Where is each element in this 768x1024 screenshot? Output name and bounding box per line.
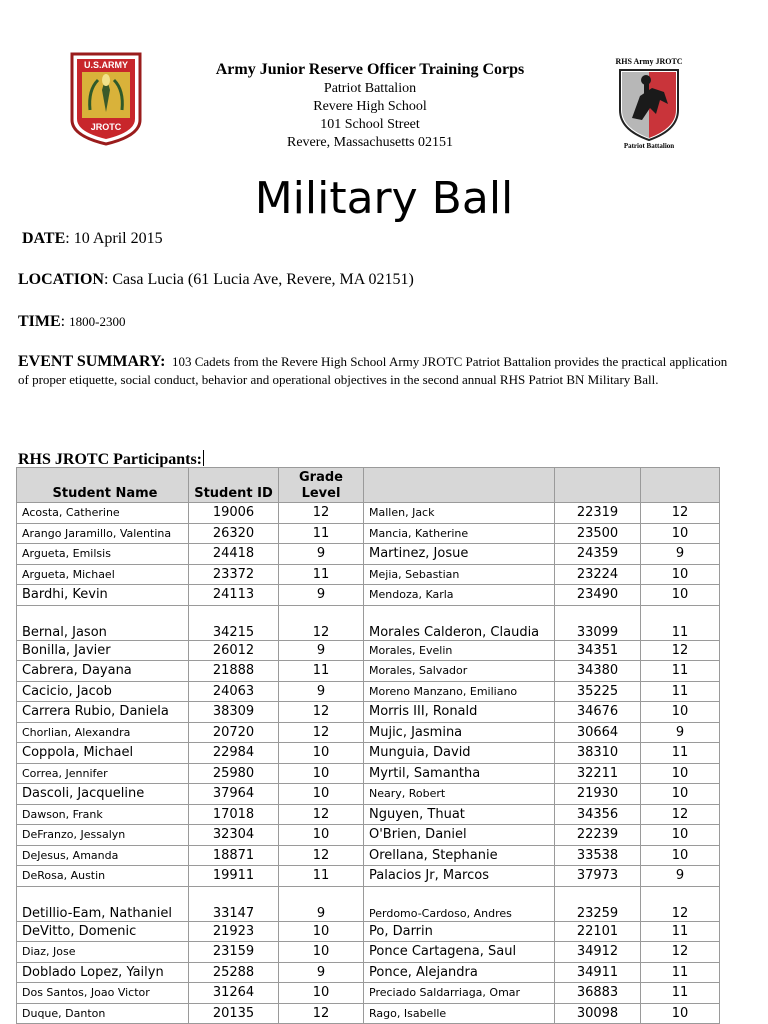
header-blank-grade	[641, 468, 720, 503]
student-name: Argueta, Emilsis	[17, 544, 189, 565]
grade-level: 12	[641, 886, 720, 921]
grade-level: 10	[641, 784, 720, 805]
student-id: 24113	[189, 585, 279, 606]
city-address: Revere, Massachusetts 02151	[286, 135, 454, 150]
table-row	[17, 921, 720, 942]
grade-level: 12	[279, 503, 364, 524]
table-row	[17, 983, 720, 1004]
grade-level: 9	[279, 962, 364, 983]
participants-title-text: RHS JROTC Participants:	[18, 451, 202, 468]
student-name: Morris III, Ronald	[364, 702, 555, 723]
student-name: DeJesus, Amanda	[17, 845, 189, 866]
organization-name: Army Junior Reserve Officer Training Corps	[215, 61, 525, 78]
grade-level: 12	[279, 702, 364, 723]
student-id: 36883	[555, 983, 641, 1004]
student-name: Po, Darrin	[364, 921, 555, 942]
student-name: Correa, Jennifer	[17, 763, 189, 784]
student-id: 19911	[189, 866, 279, 887]
grade-level: 12	[279, 605, 364, 640]
student-id: 23259	[555, 886, 641, 921]
student-id: 30098	[555, 1003, 641, 1024]
student-id: 22984	[189, 743, 279, 764]
summary-text: 103 Cadets from the Revere High School Army JROTC Patriot Battalion provides the practical application of proper etiquette, social conduct, behavior and operational objectives in the second annual RHS Patriot BN Military Ball.	[18, 354, 728, 387]
student-id: 34912	[555, 942, 641, 963]
student-id: 33147	[189, 886, 279, 921]
grade-level: 11	[279, 866, 364, 887]
student-id: 35225	[555, 681, 641, 702]
header-student-id: Student ID	[189, 468, 279, 503]
header-grade-level: Grade Level	[279, 468, 364, 503]
grade-level: 10	[279, 942, 364, 963]
student-name: DeRosa, Austin	[17, 866, 189, 887]
grade-level: 9	[641, 866, 720, 887]
table-row	[17, 523, 720, 544]
text-cursor	[203, 450, 204, 466]
grade-level: 12	[641, 804, 720, 825]
table-header-row	[17, 468, 720, 503]
grade-level: 11	[279, 523, 364, 544]
student-id: 21888	[189, 661, 279, 682]
table-row	[17, 942, 720, 963]
student-id: 23224	[555, 564, 641, 585]
grade-level: 9	[641, 544, 720, 565]
grade-level: 12	[279, 804, 364, 825]
grade-level: 10	[279, 743, 364, 764]
student-id: 37973	[555, 866, 641, 887]
student-name: Cacicio, Jacob	[17, 681, 189, 702]
student-name: Mallen, Jack	[364, 503, 555, 524]
grade-level: 11	[641, 743, 720, 764]
grade-level: 12	[641, 640, 720, 661]
summary-label: EVENT SUMMARY	[18, 353, 161, 370]
table-row	[17, 962, 720, 983]
student-name: Rago, Isabelle	[364, 1003, 555, 1024]
student-id: 34215	[189, 605, 279, 640]
table-row	[17, 722, 720, 743]
grade-level: 10	[641, 1003, 720, 1024]
student-id: 33538	[555, 845, 641, 866]
student-name: Argueta, Michael	[17, 564, 189, 585]
left-logo-top-text: U.S.ARMY	[83, 60, 129, 70]
student-id: 32211	[555, 763, 641, 784]
grade-level: 10	[641, 845, 720, 866]
table-row	[17, 503, 720, 524]
grade-level: 12	[279, 845, 364, 866]
rhs-patriot-battalion-logo	[610, 48, 688, 150]
table-row	[17, 845, 720, 866]
grade-level: 11	[641, 962, 720, 983]
table-row	[17, 763, 720, 784]
student-name: Doblado Lopez, Yailyn	[17, 962, 189, 983]
student-name: DeFranzo, Jessalyn	[17, 825, 189, 846]
student-id: 22101	[555, 921, 641, 942]
school-name: Revere High School	[313, 99, 427, 114]
date-line	[22, 230, 163, 248]
student-id: 24418	[189, 544, 279, 565]
table-row	[17, 1003, 720, 1024]
student-name: Dascoli, Jacqueline	[17, 784, 189, 805]
student-name: Arango Jaramillo, Valentina	[17, 523, 189, 544]
student-id: 21923	[189, 921, 279, 942]
student-id: 26320	[189, 523, 279, 544]
student-id: 24063	[189, 681, 279, 702]
grade-level: 10	[641, 585, 720, 606]
student-name: Myrtil, Samantha	[364, 763, 555, 784]
student-name: Morales, Salvador	[364, 661, 555, 682]
student-name: Chorlian, Alexandra	[17, 722, 189, 743]
letterhead	[180, 60, 560, 152]
grade-level: 10	[641, 523, 720, 544]
student-name: Preciado Saldarriaga, Omar	[364, 983, 555, 1004]
student-id: 23490	[555, 585, 641, 606]
student-id: 19006	[189, 503, 279, 524]
table-row	[17, 585, 720, 606]
table-row	[17, 886, 720, 921]
student-id: 22319	[555, 503, 641, 524]
right-logo-top-text: RHS Army JROTC	[615, 57, 683, 66]
event-summary: EVENT SUMMARY: 103 Cadets from the Revere High School Army JROTC Patriot Battalion provides the practical application of proper etiquette, social conduct, behavior and operational objectives in the second annual RHS Patriot BN Military Ball.	[18, 353, 728, 387]
grade-level: 9	[279, 544, 364, 565]
student-name: Munguia, David	[364, 743, 555, 764]
student-name: Morales Calderon, Claudia	[364, 605, 555, 640]
grade-level: 12	[279, 1003, 364, 1024]
table-row	[17, 702, 720, 723]
table-row	[17, 866, 720, 887]
student-id: 20135	[189, 1003, 279, 1024]
grade-level: 11	[641, 605, 720, 640]
grade-level: 11	[641, 661, 720, 682]
grade-level: 10	[279, 763, 364, 784]
student-id: 38310	[555, 743, 641, 764]
location-value: : Casa Lucia (61 Lucia Ave, Revere, MA 02151)	[103, 271, 414, 288]
grade-level: 11	[641, 983, 720, 1004]
time-line: TIME: 1800-2300	[18, 313, 126, 330]
left-logo-bottom-text: JROTC	[90, 122, 122, 132]
battalion-name: Patriot Battalion	[323, 81, 417, 96]
student-name: Cabrera, Dayana	[17, 661, 189, 682]
grade-level: 10	[641, 763, 720, 784]
table-row	[17, 681, 720, 702]
student-id: 34676	[555, 702, 641, 723]
student-name: Coppola, Michael	[17, 743, 189, 764]
student-name: Dos Santos, Joao Victor	[17, 983, 189, 1004]
grade-level: 10	[279, 983, 364, 1004]
time-value: 1800-2300	[69, 314, 126, 329]
us-army-jrotc-logo	[68, 50, 144, 146]
student-id: 33099	[555, 605, 641, 640]
grade-level: 9	[279, 681, 364, 702]
student-id: 31264	[189, 983, 279, 1004]
table-row	[17, 544, 720, 565]
street-address: 101 School Street	[320, 117, 420, 132]
table-row	[17, 640, 720, 661]
student-id: 23500	[555, 523, 641, 544]
student-name: Bardhi, Kevin	[17, 585, 189, 606]
student-id: 21930	[555, 784, 641, 805]
student-name: Nguyen, Thuat	[364, 804, 555, 825]
header-blank-id	[555, 468, 641, 503]
grade-level: 10	[279, 784, 364, 805]
grade-level: 10	[641, 702, 720, 723]
student-id: 18871	[189, 845, 279, 866]
student-id: 24359	[555, 544, 641, 565]
grade-level: 9	[279, 640, 364, 661]
student-id: 30664	[555, 722, 641, 743]
student-name: Mujic, Jasmina	[364, 722, 555, 743]
grade-level: 10	[279, 921, 364, 942]
student-id: 38309	[189, 702, 279, 723]
student-name: Carrera Rubio, Daniela	[17, 702, 189, 723]
student-name: DeVitto, Domenic	[17, 921, 189, 942]
time-label: TIME	[18, 313, 61, 330]
grade-level: 11	[641, 681, 720, 702]
student-name: Bonilla, Javier	[17, 640, 189, 661]
right-logo-bottom-text: Patriot Battalion	[623, 142, 675, 150]
student-name: Orellana, Stephanie	[364, 845, 555, 866]
student-id: 23159	[189, 942, 279, 963]
student-name: Moreno Manzano, Emiliano	[364, 681, 555, 702]
student-id: 34380	[555, 661, 641, 682]
table-row	[17, 564, 720, 585]
grade-level: 12	[641, 942, 720, 963]
student-name: Perdomo-Cardoso, Andres	[364, 886, 555, 921]
student-name: Morales, Evelin	[364, 640, 555, 661]
grade-level: 10	[641, 564, 720, 585]
student-id: 23372	[189, 564, 279, 585]
student-name: Mendoza, Karla	[364, 585, 555, 606]
student-id: 25980	[189, 763, 279, 784]
student-name: Bernal, Jason	[17, 605, 189, 640]
grade-level: 10	[279, 825, 364, 846]
table-row	[17, 661, 720, 682]
student-name: Neary, Robert	[364, 784, 555, 805]
student-name: Mancia, Katherine	[364, 523, 555, 544]
student-name: Martinez, Josue	[364, 544, 555, 565]
header-student-name: Student Name	[17, 468, 189, 503]
table-row	[17, 743, 720, 764]
page-title: Military Ball	[254, 173, 514, 224]
student-name: Mejia, Sebastian	[364, 564, 555, 585]
student-name: Dawson, Frank	[17, 804, 189, 825]
table-row	[17, 605, 720, 640]
student-name: Palacios Jr, Marcos	[364, 866, 555, 887]
student-name: Ponce, Alejandra	[364, 962, 555, 983]
grade-level: 11	[641, 921, 720, 942]
student-name: Detillio-Eam, Nathaniel	[17, 886, 189, 921]
student-name: Acosta, Catherine	[17, 503, 189, 524]
grade-level: 9	[279, 886, 364, 921]
student-id: 37964	[189, 784, 279, 805]
table-row	[17, 784, 720, 805]
grade-level: 10	[641, 825, 720, 846]
student-id: 26012	[189, 640, 279, 661]
student-id: 34911	[555, 962, 641, 983]
grade-level: 11	[279, 661, 364, 682]
student-name: Duque, Danton	[17, 1003, 189, 1024]
grade-level: 12	[279, 722, 364, 743]
table-row	[17, 825, 720, 846]
student-id: 34356	[555, 804, 641, 825]
student-id: 32304	[189, 825, 279, 846]
table-row	[17, 804, 720, 825]
location-line	[18, 271, 414, 289]
grade-level: 9	[279, 585, 364, 606]
participants-table	[16, 467, 720, 1024]
date-label: DATE	[22, 230, 66, 247]
location-label: LOCATION	[18, 271, 104, 288]
student-id: 17018	[189, 804, 279, 825]
student-name: O'Brien, Daniel	[364, 825, 555, 846]
grade-level: 12	[641, 503, 720, 524]
header-blank-name	[364, 468, 555, 503]
student-name: Diaz, Jose	[17, 942, 189, 963]
date-value: : 10 April 2015	[65, 230, 163, 247]
student-id: 20720	[189, 722, 279, 743]
student-id: 25288	[189, 962, 279, 983]
grade-level: 9	[641, 722, 720, 743]
student-name: Ponce Cartagena, Saul	[364, 942, 555, 963]
student-id: 22239	[555, 825, 641, 846]
student-id: 34351	[555, 640, 641, 661]
grade-level: 11	[279, 564, 364, 585]
